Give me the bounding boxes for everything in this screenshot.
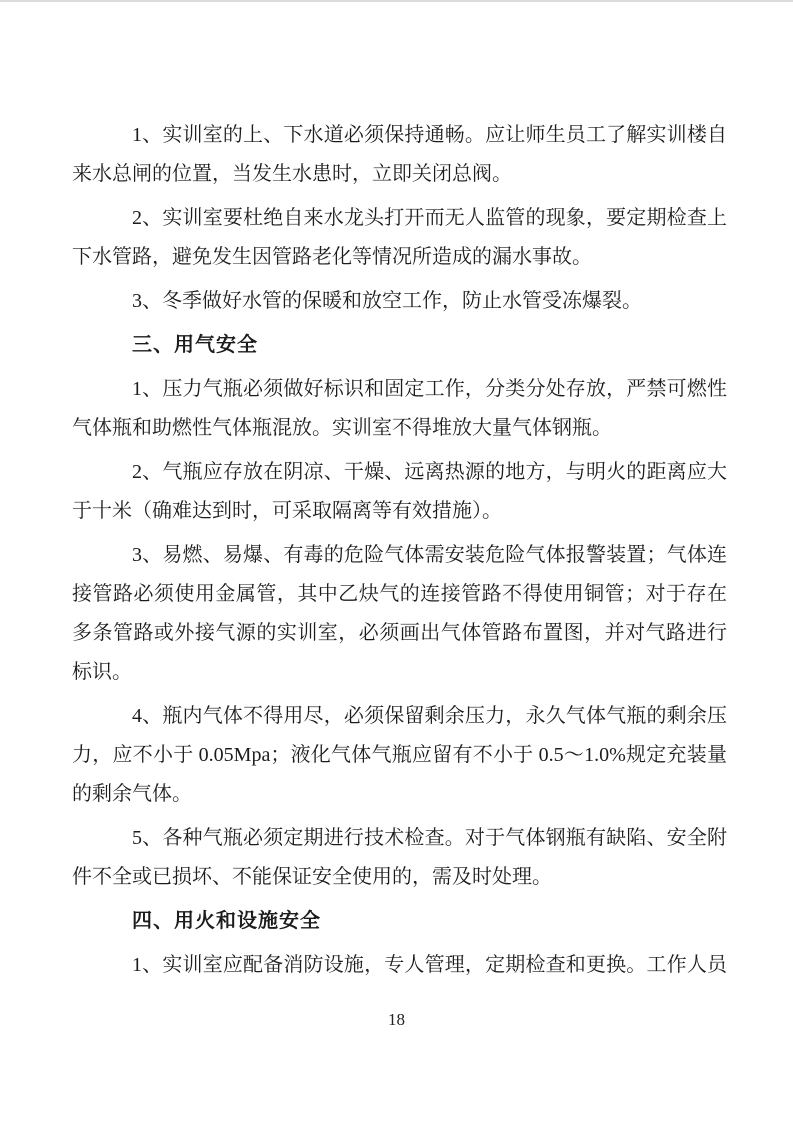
document-body xyxy=(72,116,727,985)
text-line: 多条管路或外接气源的实训室，必须画出气体管路布置图，并对气路进行 xyxy=(72,622,727,644)
scan-edge-artifact xyxy=(0,0,793,2)
text-line: 1、实训室的上、下水道必须保持通畅。应让师生员工了解实训楼自 xyxy=(132,124,727,146)
paragraph xyxy=(72,282,727,321)
text-line: 接管路必须使用金属管，其中乙炔气的连接管路不得使用铜管；对于存在 xyxy=(72,583,727,605)
page-number: 18 xyxy=(388,1010,405,1029)
paragraph xyxy=(72,453,727,531)
page-footer xyxy=(0,1006,793,1034)
section-heading xyxy=(72,326,727,365)
text-line: 力，应不小于 0.05Mpa；液化气体气瓶应留有不小于 0.5～1.0%规定充装量 xyxy=(72,744,727,766)
text-line: 2、气瓶应存放在阴凉、干燥、远离热源的地方，与明火的距离应大 xyxy=(132,461,727,483)
text-line: 下水管路，避免发生因管路老化等情况所造成的漏水事故。 xyxy=(72,246,592,268)
text-line: 1、压力气瓶必须做好标识和固定工作，分类分处存放，严禁可燃性 xyxy=(132,378,727,400)
text-line: 4、瓶内气体不得用尽，必须保留剩余压力，永久气体气瓶的剩余压 xyxy=(132,705,727,727)
text-line: 气体瓶和助燃性气体瓶混放。实训室不得堆放大量气体钢瓶。 xyxy=(72,417,612,439)
text-line: 3、易燃、易爆、有毒的危险气体需安装危险气体报警装置；气体连 xyxy=(132,544,727,566)
text-line: 于十米（确难达到时，可采取隔离等有效措施）。 xyxy=(72,500,502,522)
paragraph xyxy=(72,946,727,985)
text-line: 件不全或已损坏、不能保证安全使用的，需及时处理。 xyxy=(72,866,552,888)
text-line: 5、各种气瓶必须定期进行技术检查。对于气体钢瓶有缺陷、安全附 xyxy=(132,827,727,849)
text-line: 四、用火和设施安全 xyxy=(132,910,321,932)
text-line: 来水总闸的位置，当发生水患时，立即关闭总阀。 xyxy=(72,163,512,185)
text-line: 2、实训室要杜绝自来水龙头打开而无人监管的现象，要定期检查上 xyxy=(132,207,727,229)
section-heading xyxy=(72,902,727,941)
text-line: 的剩余气体。 xyxy=(72,783,192,805)
text-line: 标识。 xyxy=(72,661,132,683)
paragraph xyxy=(72,116,727,194)
paragraph xyxy=(72,536,727,692)
text-line: 3、冬季做好水管的保暖和放空工作，防止水管受冻爆裂。 xyxy=(132,290,642,312)
paragraph xyxy=(72,819,727,897)
paragraph xyxy=(72,370,727,448)
text-line: 三、用气安全 xyxy=(132,334,258,356)
paragraph xyxy=(72,199,727,277)
text-line: 1、实训室应配备消防设施，专人管理，定期检查和更换。工作人员 xyxy=(132,954,727,976)
paragraph xyxy=(72,697,727,814)
